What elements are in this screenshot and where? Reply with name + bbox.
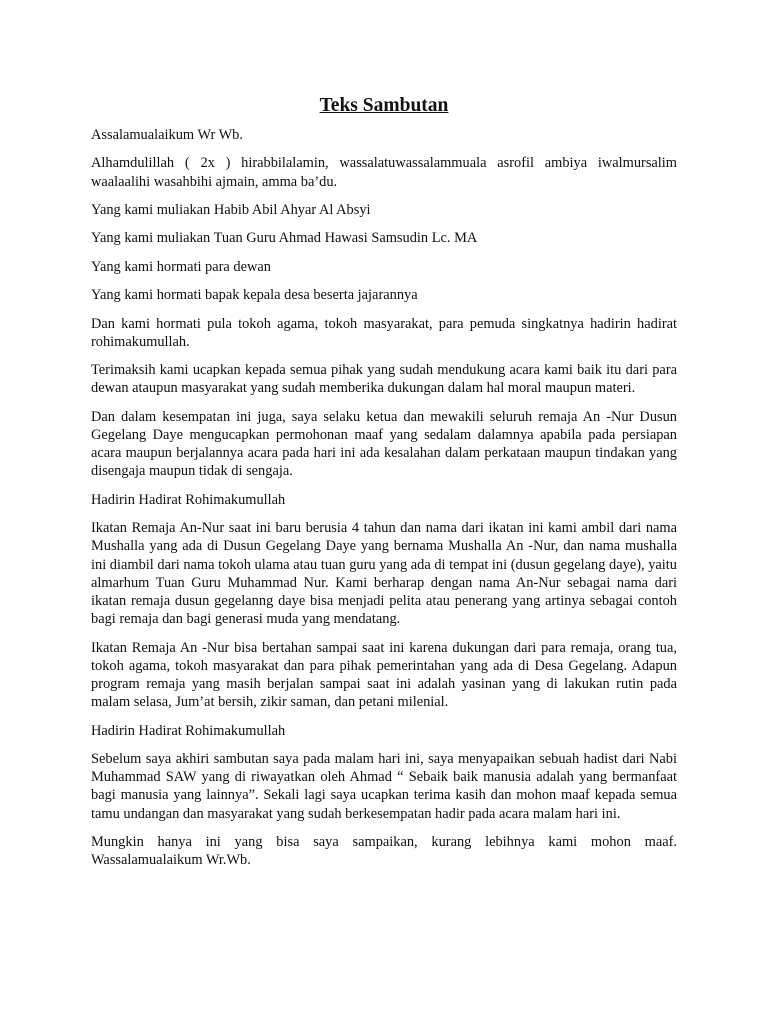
paragraph-honorific-3: Yang kami hormati para dewan — [91, 258, 271, 275]
paragraph-thanks: Terimaksih kami ucapkan kepada semua pihak yang sudah mendukung acara kami baik itu dari para dewan ataupun masyarakat yang sudah memberika dukungan dalam hal moral maupun materi. — [91, 362, 677, 397]
paragraph-history: Ikatan Remaja An-Nur saat ini baru berusia 4 tahun dan nama dari ikatan ini kami ambil dari nama Mushalla yang ada di Dusun Gegelang Daye yang bernama Mushalla An -Nur, dan nama mushalla ini diambil dari nama tokoh ulama atau tuan guru yang ada di tempat ini (dusun gegelang daye), yaitu almarhum Tuan Guru Muhammad Nur. Kami berharap dengan nama An-Nur sebagai nama dari ikatan remaja dusun gegelanng daye bisa menjadi pelita atau penerang yang artinya sebagai contoh bagi remaja dan bagi generasi muda yang mendatang. — [91, 520, 677, 628]
paragraph-address-2: Hadirin Hadirat Rohimakumullah — [91, 722, 286, 739]
paragraph-address-1: Hadirin Hadirat Rohimakumullah — [91, 491, 286, 508]
paragraph-apology: Dan dalam kesempatan ini juga, saya selaku ketua dan mewakili seluruh remaja An -Nur Dusun Gegelang Daye mengucapkan permohonan maaf yang sedalam dalamnya apabila pada persiapan acara maupun berjalannya acara pada hari ini ada kesalahan dalam perkataan maupun tindakan yang disengaja maupun tidak di sengaja. — [91, 408, 677, 480]
document-title: Teks Sambutan — [319, 95, 449, 116]
paragraph-programs: Ikatan Remaja An -Nur bisa bertahan sampai saat ini karena dukungan dari para remaja, orang tua, tokoh agama, tokoh masyarakat dan para pihak pemerintahan yang ada di Desa Gegelang. Adapun program remaja yang masih berjalan sampai saat ini adalah yasinan yang di lakukan rutin pada malam selasa, Jum’at bersih, zikir saman, dan petani milenial. — [91, 639, 677, 711]
paragraph-honorific-1: Yang kami muliakan Habib Abil Ahyar Al Absyi — [91, 201, 371, 218]
paragraph-honorific-2: Yang kami muliakan Tuan Guru Ahmad Hawasi Samsudin Lc. MA — [91, 230, 478, 247]
paragraph-honorific-4: Yang kami hormati bapak kepala desa beserta jajarannya — [91, 287, 418, 304]
paragraph-closing: Mungkin hanya ini yang bisa saya sampaikan, kurang lebihnya kami mohon maaf. Wassalamualaikum Wr.Wb. — [91, 833, 677, 869]
paragraph-hadith: Sebelum saya akhiri sambutan saya pada malam hari ini, saya menyapaikan sebuah hadist dari Nabi Muhammad SAW yang di riwayatkan oleh Ahmad “ Sebaik baik manusia adalah yang bermanfaat bagi manusia yang lainnya”. Sekali lagi saya ucapkan terima kasih dan mohon maaf kepada semua tamu undangan dan masyarakat yang sudah berkesempatan hadir pada acara malam hari ini. — [91, 750, 677, 822]
paragraph-opening-praise: Alhamdulillah ( 2x ) hirabbilalamin, wassalatuwassalammuala asrofil ambiya iwalmursalim waalaalihi wasahbihi ajmain, amma ba’du. — [91, 155, 677, 190]
document-body — [91, 126, 677, 880]
paragraph-greeting: Assalamualaikum Wr Wb. — [91, 127, 243, 143]
paragraph-honorific-5: Dan kami hormati pula tokoh agama, tokoh masyarakat, para pemuda singkatnya hadirin hadirat rohimakumullah. — [91, 315, 677, 350]
